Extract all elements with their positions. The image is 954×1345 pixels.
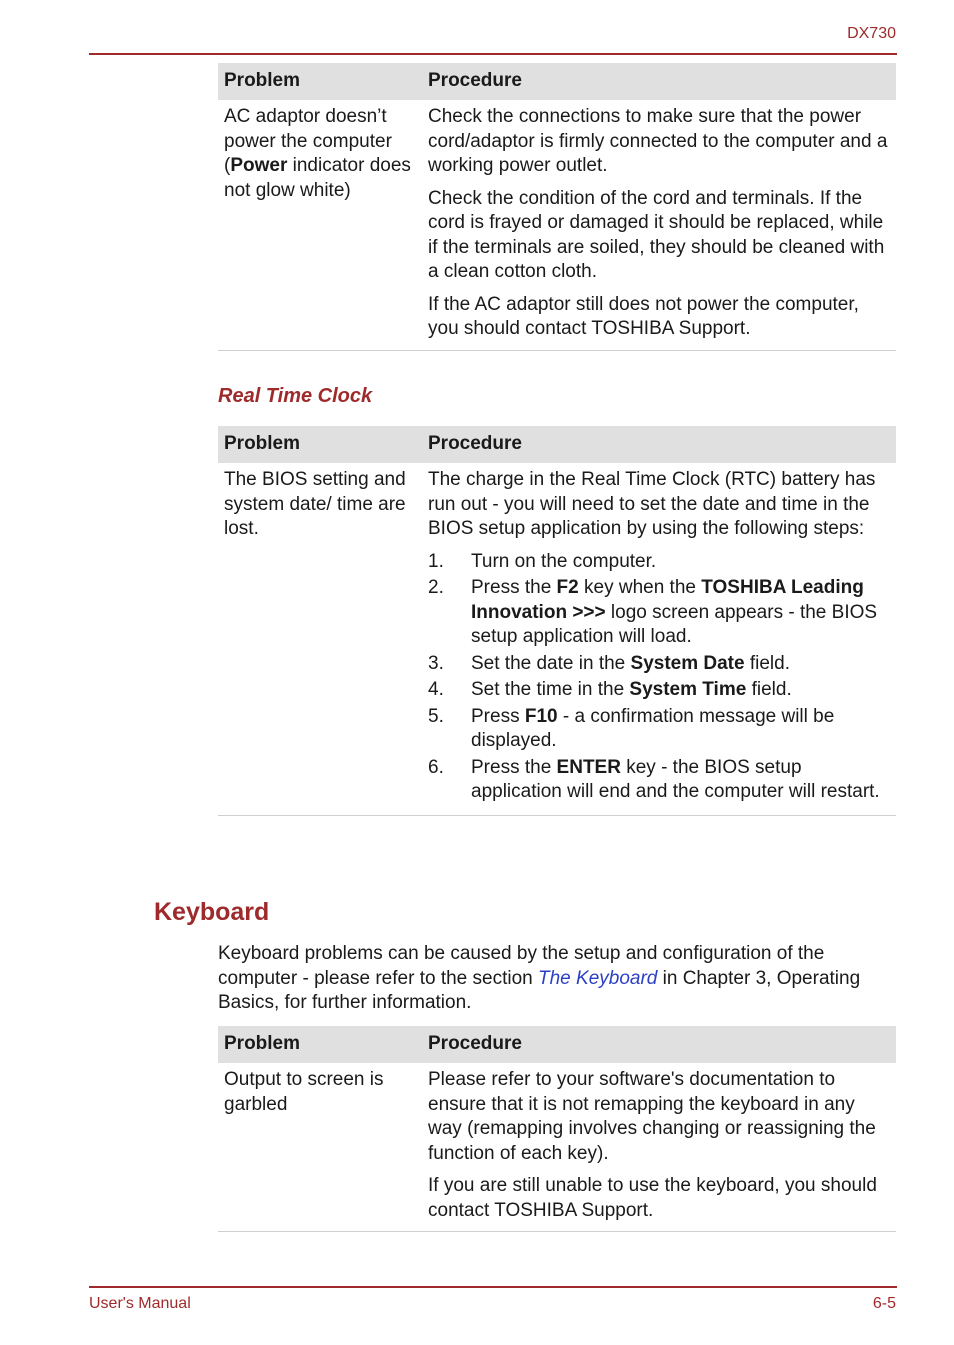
step-item: 3. Set the date in the System Date field. — [428, 652, 790, 674]
procedure-paragraph: The charge in the Real Time Clock (RTC) battery has run out - you will need to set the date and time in the BIOS setup application by using the following steps: — [428, 469, 876, 539]
procedure-header: Procedure — [422, 1026, 896, 1063]
keyboard-intro: Keyboard problems can be caused by the setup and configuration of the computer - please refer to the section The Keyboard in Chapter 3, Operating Basics, for further information. — [218, 943, 861, 1013]
rtc-heading: Real Time Clock — [218, 385, 373, 407]
step-item: 4. Set the time in the System Time field. — [428, 679, 792, 700]
footer-page-number: 6-5 — [872, 1295, 896, 1312]
header-rule — [89, 53, 897, 55]
procedure-cell — [422, 100, 896, 350]
procedure-header: Procedure — [422, 426, 896, 463]
step-item: 6. Press the ENTER key - the BIOS setup application will end and the computer will restart. — [428, 756, 880, 802]
table-row — [218, 1063, 896, 1232]
footer-rule — [89, 1286, 897, 1288]
steps-list — [428, 550, 890, 805]
table-row — [218, 100, 896, 350]
header-model: DX730 — [847, 25, 896, 42]
procedure-paragraph: Please refer to your software's documentation to ensure that it is not remapping the keyboard in any way (remapping involves changing or reassigning the function of each key). — [428, 1069, 876, 1164]
keyboard-heading: Keyboard — [154, 898, 270, 926]
procedure-paragraph: Check the connections to make sure that the power cord/adaptor is firmly connected to the computer and a working power outlet. — [428, 106, 888, 176]
rtc-table — [218, 426, 896, 816]
table-header-row — [218, 1026, 896, 1063]
procedure-header: Procedure — [422, 63, 896, 100]
problem-cell: AC adaptor doesn’t power the computer (Power indicator does not glow white) — [218, 100, 422, 350]
procedure-paragraph: If the AC adaptor still does not power the computer, you should contact TOSHIBA Support. — [428, 293, 859, 339]
keyboard-table — [218, 1026, 896, 1232]
problem-cell: The BIOS setting and system date/ time are lost. — [218, 463, 422, 815]
footer-manual-title: User's Manual — [89, 1295, 191, 1312]
table-row — [218, 463, 896, 815]
problem-header: Problem — [218, 1026, 422, 1063]
table-header-row — [218, 426, 896, 463]
step-item: 1. Turn on the computer. — [428, 550, 657, 572]
problem-header: Problem — [218, 63, 422, 100]
procedure-paragraph: If you are still unable to use the keyboard, you should contact TOSHIBA Support. — [428, 1175, 877, 1221]
problem-header: Problem — [218, 426, 422, 463]
keyboard-section-link[interactable]: The Keyboard — [538, 967, 658, 989]
procedure-paragraph: Check the condition of the cord and terminals. If the cord is frayed or damaged it should be replaced, while if the terminals are soiled, they should be cleaned with a clean cotton cloth. — [428, 187, 885, 282]
step-item: 2. Press the F2 key when the TOSHIBA Leading Innovation >>> logo screen appears - the BIOS setup application will load. — [428, 577, 878, 647]
table-header-row — [218, 63, 896, 100]
procedure-cell — [422, 1063, 896, 1232]
step-item: 5. Press F10 - a confirmation message will be displayed. — [428, 705, 835, 751]
problem-cell: Output to screen is garbled — [218, 1063, 422, 1232]
procedure-cell — [422, 463, 896, 815]
ac-adaptor-table — [218, 63, 896, 351]
